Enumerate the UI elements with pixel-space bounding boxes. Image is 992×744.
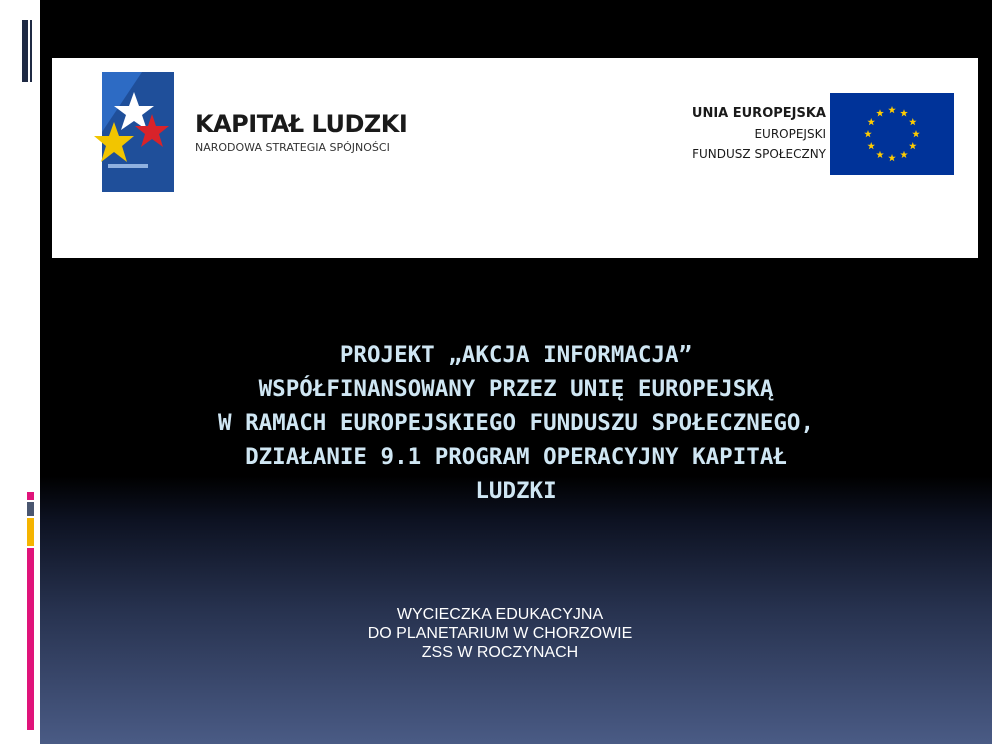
heading-line: WSPÓŁFINANSOWANY PRZEZ UNIĘ EUROPEJSKĄ: [258, 376, 774, 402]
heading-line: W RAMACH EUROPEJSKIEGO FUNDUSZU SPOŁECZNEGO,: [217, 410, 815, 436]
accent-bar-yellow: [27, 518, 34, 546]
accent-bar-magenta: [27, 548, 34, 730]
kapital-ludzki-title: KAPITAŁ LUDZKI: [195, 110, 408, 138]
heading-line: DZIAŁANIE 9.1 PROGRAM OPERACYJNY KAPITAŁ: [245, 444, 787, 470]
logo-panel: [52, 58, 978, 258]
unia-europejska-line1: EUROPEJSKI: [754, 127, 826, 141]
accent-bar-magenta-top: [27, 492, 34, 500]
kapital-ludzki-logo: [94, 72, 174, 192]
heading-line: PROJEKT „AKCJA INFORMACJA”: [339, 342, 693, 368]
unia-europejska-title: UNIA EUROPEJSKA: [691, 106, 826, 121]
strip-lines-decoration: [22, 20, 32, 120]
subtitle-line: WYCIECZKA EDUKACYJNA: [396, 606, 604, 623]
eu-flag: [830, 93, 954, 175]
heading-line: LUDZKI: [475, 478, 557, 504]
unia-europejska-text: [692, 104, 826, 164]
subtitle-block: [40, 605, 960, 662]
subtitle-line: ZSS W ROCZYNACH: [421, 644, 579, 661]
subtitle-line: DO PLANETARIUM W CHORZOWIE: [367, 625, 633, 642]
accent-bar-slate: [27, 502, 34, 516]
kapital-ludzki-subtitle: NARODOWA STRATEGIA SPÓJNOŚCI: [195, 141, 390, 154]
slide: [40, 0, 992, 744]
kapital-ludzki-text: [195, 110, 407, 154]
main-heading: [40, 338, 992, 508]
left-decorative-strip: [0, 0, 40, 744]
unia-europejska-line2: FUNDUSZ SPOŁECZNY: [692, 147, 826, 161]
